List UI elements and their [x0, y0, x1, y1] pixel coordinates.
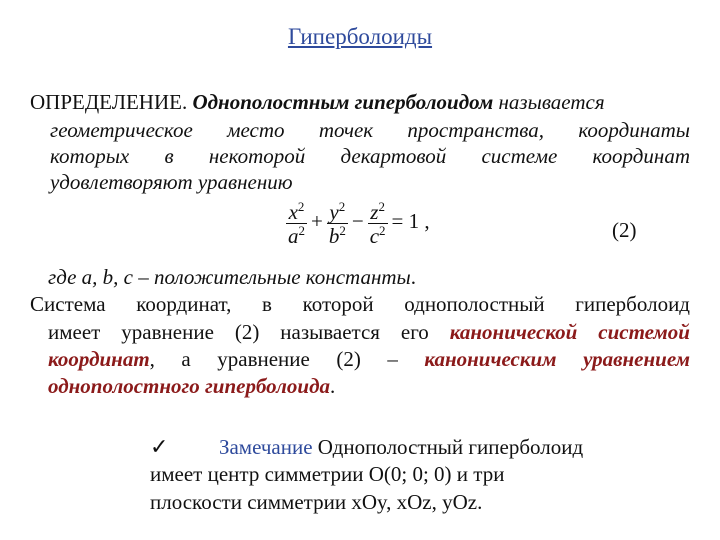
system-line-2: имеет уравнение (2) называется его канонической системой	[48, 320, 690, 344]
definition-label: ОПРЕДЕЛЕНИЕ.	[30, 90, 188, 114]
remark-label[interactable]: Замечание	[218, 435, 313, 459]
definition-line-3: которых в некоторой декартовой системе координат	[50, 144, 690, 168]
checkmark-icon: ✓	[150, 434, 169, 459]
fraction-y: $\frac{y^2}{b^2}$	[328, 199, 346, 249]
canonical-equation-term: каноническим уравнением	[424, 347, 691, 371]
hyperboloid-equation: $\frac{x^2}{a^2}$ + $\frac{y^2}{b^2}$ − $\frac{z^2}{c^2}$ = 1 ,	[288, 199, 430, 249]
fraction-x: $\frac{x^2}{a^2}$	[288, 199, 305, 249]
definition-line-4: удовлетворяют уравнению	[50, 170, 293, 194]
equation-number: (2)	[612, 218, 637, 242]
where-line: где a, b, c – положительные константы.	[48, 265, 417, 289]
hyperboloid-term: однополостного гиперболоида	[48, 374, 331, 398]
coordinates-term: координат	[48, 347, 150, 371]
definition-line-2: геометрическое место точек пространства, координаты	[50, 118, 690, 142]
remark-line-1: ✓ Замечание Однополостный гиперболоид	[150, 434, 584, 459]
definition-verb: называется	[498, 90, 605, 114]
page-title[interactable]: Гиперболоиды	[287, 24, 433, 49]
system-line-4: однополостного гиперболоида.	[48, 374, 336, 398]
canonical-system-term: канонической системой	[449, 320, 690, 344]
fraction-z: $\frac{z^2}{c^2}$	[369, 199, 386, 249]
remark-line-2: имеет центр симметрии O(0; 0; 0) и три	[150, 462, 505, 486]
definition-term: Однополостным гиперболоидом	[192, 90, 494, 114]
system-line-3: координат, а уравнение (2) – каноническим уравнением	[48, 347, 691, 371]
remark-line-3: плоскости симметрии xOy, xOz, yOz.	[150, 490, 483, 514]
system-line-1: Система координат, в которой однополостный гиперболоид	[30, 292, 690, 316]
definition-line-1	[30, 90, 605, 115]
